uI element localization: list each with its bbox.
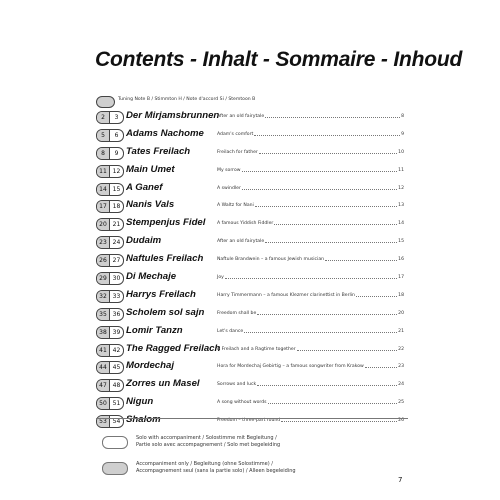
track-accompaniment-number: 32 xyxy=(97,291,110,302)
entry-page: 22 xyxy=(398,346,404,352)
track-number-badge xyxy=(96,129,124,142)
entry-title: Stempenjus Fidel xyxy=(126,217,206,229)
entry-page: 12 xyxy=(398,185,404,191)
entry-page: 11 xyxy=(398,167,404,173)
leader-dots xyxy=(242,167,398,172)
entry-description-text: My sorrow xyxy=(217,167,241,173)
tuning-note-text: Tuning Note B / Stimmton H / Note d'accord Si / Stemtoon B xyxy=(118,97,256,102)
entry-description-text: Adam's comfort xyxy=(217,131,254,137)
track-number-badge xyxy=(96,254,124,267)
track-solo-number: 18 xyxy=(112,203,121,211)
entry-description-text: A swindler xyxy=(217,185,241,191)
entry-description xyxy=(217,310,404,316)
entry-page: 24 xyxy=(398,382,404,388)
toc-entry[interactable] xyxy=(96,359,408,377)
leader-dots xyxy=(356,292,397,297)
track-accompaniment-number: 17 xyxy=(97,201,110,212)
entry-description xyxy=(217,167,404,173)
track-number-badge xyxy=(96,236,124,249)
entry-title: A Ganef xyxy=(126,181,163,193)
track-accompaniment-number: 14 xyxy=(97,184,110,195)
track-solo-number: 30 xyxy=(112,275,121,283)
track-solo-number: 15 xyxy=(112,185,121,193)
toc-entry[interactable] xyxy=(96,377,408,395)
track-number-badge xyxy=(96,272,124,285)
track-accompaniment-number: 47 xyxy=(97,380,110,391)
page-number: 7 xyxy=(398,476,403,484)
entry-description xyxy=(217,238,404,244)
leader-dots xyxy=(257,381,397,386)
entry-description xyxy=(217,381,404,387)
entry-page: 25 xyxy=(398,400,404,406)
toc-entry[interactable] xyxy=(96,216,408,234)
entry-description-text: Naftule Brandwein – a famous Jewish musician xyxy=(217,257,325,263)
toc-entry[interactable] xyxy=(96,234,408,252)
entry-title: Dudaim xyxy=(126,235,162,247)
entry-page: 17 xyxy=(398,275,404,281)
entry-page: 8 xyxy=(401,114,404,119)
toc-entry[interactable] xyxy=(96,109,408,127)
entry-title: Di Mechaje xyxy=(126,271,177,283)
entry-title: Nanis Vals xyxy=(126,199,175,211)
entry-description-text: A song without words xyxy=(217,400,267,406)
track-solo-number: 12 xyxy=(112,167,121,175)
toc-entry[interactable] xyxy=(96,288,408,306)
leader-dots xyxy=(259,149,397,154)
track-1-badge xyxy=(96,96,115,108)
toc-entry[interactable] xyxy=(96,127,408,145)
track-number-badge xyxy=(96,165,124,178)
track-solo-number: 33 xyxy=(112,292,121,300)
entry-description-text: A Waltz for Nani xyxy=(217,203,254,209)
entry-description-text: A Freilach and a Ragtime together xyxy=(217,346,296,352)
tuning-note-row[interactable] xyxy=(96,94,408,109)
entry-title: Harrys Freilach xyxy=(126,288,196,300)
leader-dots xyxy=(265,238,397,243)
entry-title: Nigun xyxy=(126,396,154,408)
legend-solo-line1: Solo with accompaniment / Solostimme mit Begleitung / xyxy=(136,435,277,441)
entry-description xyxy=(217,363,404,369)
entry-page: 9 xyxy=(401,131,404,137)
entry-description xyxy=(217,149,404,155)
entry-title: Naftules Freilach xyxy=(126,253,204,265)
entry-title: Der Mirjamsbrunnen xyxy=(126,110,220,121)
legend-accompaniment-line1: Accompaniment only / Begleitung (ohne Solostimme) / xyxy=(136,461,273,467)
track-number-badge xyxy=(96,290,124,303)
track-accompaniment-number: 8 xyxy=(97,148,110,159)
track-solo-number: 45 xyxy=(112,364,121,372)
contents-list xyxy=(96,94,408,431)
track-solo-number: 3 xyxy=(114,114,119,121)
entry-description xyxy=(217,399,404,405)
track-accompaniment-number: 38 xyxy=(97,327,110,338)
leader-dots xyxy=(297,346,398,351)
entry-description xyxy=(217,274,404,280)
entry-description xyxy=(217,256,404,262)
entry-title: The Ragged Freilach xyxy=(126,342,221,354)
track-solo-number: 9 xyxy=(114,149,119,157)
leader-dots xyxy=(265,113,400,118)
track-accompaniment-number: 20 xyxy=(97,219,110,230)
entry-description-text: A famous Yiddish Fiddler xyxy=(217,221,274,227)
track-number-badge xyxy=(96,200,124,213)
leader-dots xyxy=(274,220,397,225)
track-number-badge xyxy=(96,344,124,357)
entry-description-text: Sorrows and luck xyxy=(217,382,257,388)
leader-dots xyxy=(325,256,397,261)
track-accompaniment-number: 26 xyxy=(97,255,110,266)
track-solo-number: 54 xyxy=(112,418,121,426)
entry-description xyxy=(217,131,404,137)
entry-description-text: Let's dance xyxy=(217,328,244,334)
leader-dots xyxy=(365,363,397,368)
legend-accompaniment-line2: Accompagnement seul (sans la partie solo) / Alleen begeleiding xyxy=(136,467,296,474)
entry-description xyxy=(217,328,404,334)
toc-entry[interactable] xyxy=(96,163,408,181)
entry-description xyxy=(217,346,404,352)
entry-title: Scholem sol sajn xyxy=(126,306,205,318)
entry-title: Main Umet xyxy=(126,163,175,175)
track-solo-number: 42 xyxy=(112,346,121,354)
track-solo-number: 51 xyxy=(112,400,121,408)
entry-description-text: After an old fairytale xyxy=(217,114,265,119)
entry-description-text: Freilach for father xyxy=(217,149,258,155)
track-number-badge xyxy=(96,397,124,410)
legend-solo-swatch xyxy=(102,436,128,449)
entry-page: 16 xyxy=(398,257,404,263)
entry-description-text: Hora for Mordechaj Gebirtig – a famous songwriter from Krakow xyxy=(217,364,364,370)
toc-entry[interactable] xyxy=(96,306,408,324)
entry-description xyxy=(217,185,404,191)
toc-entry[interactable] xyxy=(96,324,408,342)
toc-entry[interactable] xyxy=(96,145,408,163)
track-solo-number: 24 xyxy=(112,239,121,247)
legend-solo-line2: Partie solo avec accompagnement / Solo met begeleiding xyxy=(136,441,281,448)
entry-title: Zorres un Masel xyxy=(126,378,200,390)
entry-page: 13 xyxy=(398,203,404,209)
track-accompaniment-number: 23 xyxy=(97,237,110,248)
entry-description xyxy=(217,220,404,226)
entry-description xyxy=(217,292,404,298)
entry-page: 26 xyxy=(398,418,404,424)
entry-description-text: Joy xyxy=(217,275,224,281)
toc-entry[interactable] xyxy=(96,181,408,199)
entry-title: Mordechaj xyxy=(126,360,174,372)
leader-dots xyxy=(268,399,398,404)
track-solo-number: 6 xyxy=(114,131,119,139)
entry-description-text: Freedom shall be xyxy=(217,310,257,316)
track-number-badge xyxy=(96,111,124,124)
entry-description-text: Harry Timmermann – a famous Klezmer clarinettist in Berlin xyxy=(217,292,355,298)
track-number-badge xyxy=(96,379,124,392)
track-accompaniment-number: 53 xyxy=(97,416,110,427)
track-solo-number: 21 xyxy=(112,221,121,229)
track-solo-number: 39 xyxy=(112,328,121,336)
leader-dots xyxy=(244,328,397,333)
divider xyxy=(96,418,408,419)
track-number-badge xyxy=(96,308,124,321)
track-accompaniment-number: 35 xyxy=(97,309,110,320)
entry-title: Shalom xyxy=(126,414,161,426)
leader-dots xyxy=(257,310,397,315)
entry-title: Adams Nachome xyxy=(126,127,204,139)
track-accompaniment-number: 50 xyxy=(97,398,110,409)
track-accompaniment-number: 41 xyxy=(97,345,110,356)
track-accompaniment-number: 44 xyxy=(97,362,110,373)
entry-description xyxy=(217,202,404,208)
page-title: Contents - Inhalt - Sommaire - Inhoud xyxy=(95,48,463,71)
entry-title: Lomir Tanzn xyxy=(126,324,183,336)
leader-dots xyxy=(242,185,397,190)
entry-page: 20 xyxy=(398,310,404,316)
track-accompaniment-number: 2 xyxy=(97,112,110,123)
entry-title: Tates Freilach xyxy=(126,145,191,157)
track-number-badge xyxy=(96,218,124,231)
entry-page: 18 xyxy=(398,292,404,298)
track-number-badge xyxy=(96,147,124,160)
entry-description-text: After an old fairytale xyxy=(217,239,265,245)
entry-page: 21 xyxy=(398,328,404,334)
entry-description-text: Freedom – three-part round xyxy=(217,418,281,424)
entry-page: 23 xyxy=(398,364,404,370)
track-accompaniment-number: 29 xyxy=(97,273,110,284)
track-number-badge xyxy=(96,361,124,374)
track-accompaniment-number: 5 xyxy=(97,130,110,141)
track-number-badge xyxy=(96,326,124,339)
toc-entry[interactable] xyxy=(96,252,408,270)
entry-page: 10 xyxy=(398,149,404,155)
track-solo-number: 36 xyxy=(112,310,121,318)
toc-entry[interactable] xyxy=(96,342,408,360)
track-solo-number: 48 xyxy=(112,382,121,390)
toc-entry[interactable] xyxy=(96,395,408,413)
track-accompaniment-number: 11 xyxy=(97,166,110,177)
toc-entry[interactable] xyxy=(96,198,408,216)
toc-entry[interactable] xyxy=(96,270,408,288)
leader-dots xyxy=(254,131,400,136)
toc-entry[interactable] xyxy=(96,413,408,431)
leader-dots xyxy=(255,202,397,207)
track-solo-number: 27 xyxy=(112,257,121,265)
entry-page: 14 xyxy=(398,221,404,227)
legend-accompaniment-swatch xyxy=(102,462,128,475)
entry-description xyxy=(217,113,404,119)
leader-dots xyxy=(225,274,397,279)
track-number-badge xyxy=(96,183,124,196)
entry-page: 15 xyxy=(398,239,404,245)
